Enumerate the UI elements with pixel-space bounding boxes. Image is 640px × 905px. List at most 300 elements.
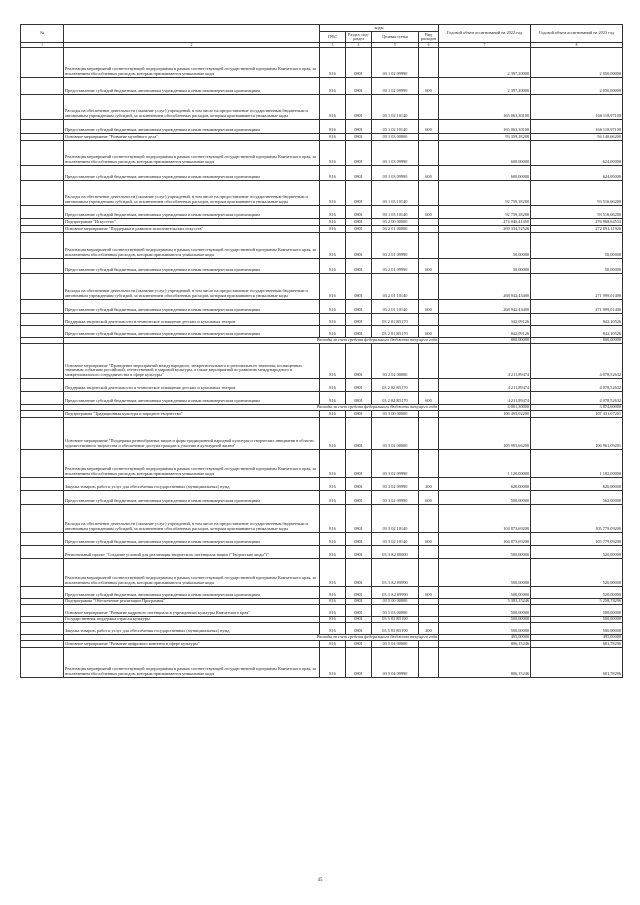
cell-2023: 520,00000: [531, 546, 623, 559]
cell-type: [419, 219, 439, 226]
cell-article: 03 5 03 R5190: [372, 623, 419, 635]
cell-num: [21, 505, 64, 533]
cell-grbs: 816: [320, 533, 346, 546]
cell-2023: 4 078,52632: [531, 379, 623, 392]
cell-type: [419, 141, 439, 166]
cell-grbs: 816: [320, 418, 346, 450]
header-grbs: ГРБС: [320, 32, 346, 43]
cell-name: Расходы за счет средств федерального бюджета текущего года: [64, 338, 439, 344]
cell-grbs: 816: [320, 587, 346, 599]
cell-section: 0801: [346, 546, 372, 559]
table-row: [21, 78, 623, 95]
header-2023: Годовой объем ассигнований на 2023 год: [531, 25, 623, 43]
cell-name: Предоставление субсидий бюджетным, автономным учреждениям и иным некоммерческим организациям: [64, 326, 320, 338]
cell-article: 03 2 01 09990: [372, 259, 419, 274]
cell-section: 0801: [346, 478, 372, 491]
cell-2022: 1 120,00000: [439, 450, 531, 478]
cell-grbs: 816: [320, 95, 346, 120]
cell-grbs: 816: [320, 617, 346, 623]
cell-section: 0801: [346, 533, 372, 546]
cell-type: [419, 411, 439, 418]
table-row: [21, 233, 623, 259]
cell-type: [419, 505, 439, 533]
cell-section: 0801: [346, 233, 372, 259]
cell-name: Предоставление субсидий бюджетным, автономным учреждениям и иным некоммерческим организациям: [64, 120, 320, 134]
cell-2023: 105 779,09200: [531, 505, 623, 533]
cell-grbs: 816: [320, 219, 346, 226]
cell-name: Предоставление субсидий бюджетным, автономным учреждениям и иным некоммерческим организациям: [64, 166, 320, 181]
cell-article: 03 3 A2 09990: [372, 587, 419, 599]
table-row: [21, 533, 623, 546]
cell-name: Основное мероприятие "Развитие цифрового контента в сфере культуры": [64, 641, 320, 648]
cell-type: [419, 641, 439, 648]
table-body: [21, 48, 623, 678]
cell-num: [21, 344, 64, 379]
cell-name: Предоставление субсидий бюджетным, автономным учреждениям и иным некоммерческим организациям: [64, 587, 320, 599]
cell-article: 03 5 04 00000: [372, 641, 419, 648]
table-row: [21, 206, 623, 219]
cell-2022: 104 873,69200: [439, 505, 531, 533]
header-number: 3: [320, 43, 346, 48]
cell-num: [21, 533, 64, 546]
cell-2023: 520,00000: [531, 559, 623, 587]
cell-grbs: 816: [320, 134, 346, 141]
cell-2022: 500,00000: [439, 491, 531, 505]
cell-section: 0801: [346, 226, 372, 233]
cell-2022: 842,09126: [439, 326, 531, 338]
table-row: [21, 226, 623, 233]
table-row: [21, 505, 623, 533]
cell-article: 03 2 02 R5170: [372, 392, 419, 405]
cell-num: [21, 314, 64, 326]
cell-section: 0801: [346, 326, 372, 338]
table-row: [21, 559, 623, 587]
cell-2023: 166 118,97100: [531, 120, 623, 134]
cell-2023: 842,10526: [531, 326, 623, 338]
cell-section: 0801: [346, 605, 372, 617]
cell-article: 03 2 01 R5170: [372, 314, 419, 326]
cell-num: [21, 206, 64, 219]
cell-2023: 4 078,52632: [531, 392, 623, 405]
table-header: [21, 25, 623, 48]
cell-article: 03 5 04 09990: [372, 648, 419, 678]
table-row: [21, 491, 623, 505]
cell-2022: 105 993,66200: [439, 418, 531, 450]
cell-article: 03 3 A2 09990: [372, 559, 419, 587]
cell-2022: 4 001,30000: [439, 405, 531, 411]
cell-section: 0801: [346, 418, 372, 450]
cell-grbs: 816: [320, 141, 346, 166]
cell-type: [419, 605, 439, 617]
cell-article: 03 3 02 10140: [372, 533, 419, 546]
header-number: 2: [64, 43, 320, 48]
table-row: [21, 623, 623, 635]
cell-2022: 600,00000: [439, 141, 531, 166]
header-number: 7: [439, 43, 531, 48]
cell-num: [21, 478, 64, 491]
cell-name: Реализация мероприятий соответствующей подпрограммы в рамках соответствующей государственной программы Камчатского края, за исключением обособленных расходов, которым присваиваются уникальные коды: [64, 48, 320, 78]
cell-grbs: 816: [320, 344, 346, 379]
cell-grbs: 816: [320, 166, 346, 181]
cell-grbs: 816: [320, 206, 346, 219]
cell-2023: 495,00000: [531, 635, 623, 641]
cell-2022: 106 493,02200: [439, 411, 531, 418]
cell-2022: 495,00000: [439, 635, 531, 641]
cell-article: 03 2 01 R5170: [372, 326, 419, 338]
cell-num: [21, 648, 64, 678]
header-name: [64, 25, 320, 43]
cell-name: Поддержка творческой деятельности и техническое оснащение детских и кукольных театров: [64, 379, 320, 392]
budget-table: [20, 24, 623, 678]
cell-2023: 800,00000: [531, 338, 623, 344]
cell-num: [21, 274, 64, 300]
cell-2022: 92 759,18200: [439, 206, 531, 219]
cell-2022: 165 063,30100: [439, 120, 531, 134]
cell-article: 03 3 02 00000: [372, 418, 419, 450]
cell-section: 0801: [346, 206, 372, 219]
table-row: [21, 418, 623, 450]
cell-num: [21, 418, 64, 450]
cell-2022: 500,00000: [439, 623, 531, 635]
cell-section: 0801: [346, 274, 372, 300]
cell-name: Основное мероприятие "Проведение мероприятий международного, межрегионального и регионального значения, посвященных значимым событиям российской, отечественной и мировой культуры, а также мероприятий по развитию международного и межрегионального сотрудничества в сфере культуры": [64, 344, 320, 379]
cell-section: 0801: [346, 599, 372, 605]
cell-article: 03 3 02 09990: [372, 491, 419, 505]
cell-type: [419, 95, 439, 120]
cell-num: [21, 587, 64, 599]
cell-2023: 842,10526: [531, 314, 623, 326]
cell-name: Предоставление субсидий бюджетным, автономным учреждениям и иным некоммерческим организациям: [64, 259, 320, 274]
cell-type: [419, 559, 439, 587]
cell-article: 03 5 03 00000: [372, 605, 419, 617]
cell-num: [21, 559, 64, 587]
table-row: [21, 95, 623, 120]
cell-type: [419, 450, 439, 478]
cell-num: [21, 546, 64, 559]
cell-article: 03 5 03 R5190: [372, 617, 419, 623]
cell-article: 03 1 02 10140: [372, 120, 419, 134]
cell-section: 0801: [346, 450, 372, 478]
cell-article: 03 3 02 10140: [372, 505, 419, 533]
cell-2023: 50,00000: [531, 259, 623, 274]
cell-grbs: 816: [320, 379, 346, 392]
cell-name: Расходы на обеспечение деятельности (оказание услуг) учреждений, в том числе на предоставление государственным бюджетным и автономным учреждениям субсидий, за исключением обособленных расходов, которым присваиваются уникальные коды: [64, 95, 320, 120]
cell-section: 0801: [346, 392, 372, 405]
cell-name: Государственная поддержка отрасли культуры: [64, 617, 320, 623]
cell-article: 03 1 03 09990: [372, 141, 419, 166]
cell-grbs: 816: [320, 326, 346, 338]
table-row: [21, 259, 623, 274]
table-row: [21, 166, 623, 181]
cell-article: 03 3 02 09990: [372, 450, 419, 478]
cell-2022: 2 397,20000: [439, 48, 531, 78]
cell-num: [21, 134, 64, 141]
header-codes: коды: [320, 25, 439, 32]
cell-num: [21, 48, 64, 78]
cell-article: 03 5 00 00000: [372, 599, 419, 605]
cell-article: 03 1 03 09990: [372, 166, 419, 181]
cell-type: 600: [419, 259, 439, 274]
table-row: [21, 411, 623, 418]
cell-num: [21, 411, 64, 418]
cell-2023: 681,78296: [531, 648, 623, 678]
cell-2022: 500,00000: [439, 605, 531, 617]
cell-section: 0801: [346, 134, 372, 141]
cell-2023: 93 516,66200: [531, 181, 623, 206]
table-row: [21, 392, 623, 405]
cell-num: [21, 259, 64, 274]
table-row: [21, 120, 623, 134]
cell-2022: 500,00000: [439, 617, 531, 623]
cell-2023: 2 050,00000: [531, 48, 623, 78]
cell-article: 03 2 02 00000: [372, 344, 419, 379]
cell-name: Предоставление субсидий бюджетным, автономным учреждениям и иным некоммерческим организациям: [64, 300, 320, 314]
cell-type: [419, 226, 439, 233]
cell-type: 200: [419, 478, 439, 491]
cell-section: 0801: [346, 559, 372, 587]
cell-section: 0801: [346, 379, 372, 392]
header-2022: Годовой объем ассигнований на 2022 год: [439, 25, 531, 43]
cell-article: 03 2 00 00000: [372, 219, 419, 226]
cell-2022: 5 383,15246: [439, 599, 531, 605]
table-row: [21, 134, 623, 141]
cell-grbs: 816: [320, 48, 346, 78]
cell-grbs: 816: [320, 559, 346, 587]
cell-2023: 4 078,52632: [531, 344, 623, 379]
cell-grbs: 816: [320, 300, 346, 314]
cell-section: 0801: [346, 78, 372, 95]
cell-grbs: 816: [320, 392, 346, 405]
cell-grbs: 816: [320, 605, 346, 617]
cell-section: 0801: [346, 623, 372, 635]
cell-grbs: 816: [320, 233, 346, 259]
cell-2023: 272 891,11926: [531, 226, 623, 233]
table-row: [21, 546, 623, 559]
cell-name: Предоставление субсидий бюджетным, автономным учреждениям и иным некоммерческим организациям: [64, 533, 320, 546]
cell-grbs: 816: [320, 478, 346, 491]
cell-article: 03 1 03 10140: [372, 181, 419, 206]
table-row: [21, 219, 623, 226]
cell-name: Реализация мероприятий соответствующей подпрограммы в рамках соответствующей государственной программы Камчатского края, за исключением обособленных расходов, которым присваиваются уникальные коды: [64, 233, 320, 259]
table-row: [21, 326, 623, 338]
cell-name: Подпрограмма "Традиционная культура и народное творчество": [64, 411, 320, 418]
cell-name: Реализация мероприятий соответствующей подпрограммы в рамках соответствующей государственной программы Камчатского края, за исключением обособленных расходов, которым присваиваются уникальные коды: [64, 648, 320, 678]
cell-num: [21, 78, 64, 95]
cell-section: 0801: [346, 411, 372, 418]
cell-2023: 620,00000: [531, 478, 623, 491]
cell-type: [419, 418, 439, 450]
cell-name: Подпрограмма "Искусство": [64, 219, 320, 226]
cell-article: 03 1 02 09990: [372, 48, 419, 78]
header-num: №: [21, 25, 64, 43]
table-row: [21, 450, 623, 478]
cell-num: [21, 300, 64, 314]
cell-type: [419, 648, 439, 678]
cell-grbs: 816: [320, 411, 346, 418]
cell-name: Закупка товаров, работ и услуг для обеспечения государственных (муниципальных) нужд: [64, 623, 320, 635]
cell-name: Расходы за счет средств федерального бюджета текущего года: [64, 635, 439, 641]
cell-2023: 681,78296: [531, 641, 623, 648]
cell-2023: 166 118,97100: [531, 95, 623, 120]
cell-grbs: 816: [320, 505, 346, 533]
cell-type: 600: [419, 326, 439, 338]
cell-2022: 165 063,30100: [439, 95, 531, 120]
cell-type: 600: [419, 392, 439, 405]
cell-num: [21, 233, 64, 259]
cell-type: [419, 546, 439, 559]
cell-2022: 92 759,18200: [439, 181, 531, 206]
cell-grbs: 816: [320, 314, 346, 326]
cell-article: 03 2 01 10140: [372, 274, 419, 300]
cell-num: [21, 181, 64, 206]
cell-type: [419, 379, 439, 392]
cell-2022: 274 046,41450: [439, 219, 531, 226]
cell-name: Расходы на обеспечение деятельности (оказание услуг) учреждений, в том числе на предоставление государственным бюджетным и автономным учреждениям субсидий, за исключением обособленных расходов, которым присваиваются уникальные коды: [64, 505, 320, 533]
cell-2022: 500,00000: [439, 546, 531, 559]
cell-name: Реализация мероприятий соответствующей подпрограммы в рамках соответствующей государственной программы Камчатского края, за исключением обособленных расходов, которым присваиваются уникальные коды: [64, 141, 320, 166]
cell-2023: 500,00000: [531, 623, 623, 635]
cell-grbs: 816: [320, 120, 346, 134]
table-row: [21, 314, 623, 326]
cell-article: 03 3 00 00000: [372, 411, 419, 418]
cell-name: Предоставление субсидий бюджетным, автономным учреждениям и иным некоммерческим организациям: [64, 78, 320, 95]
cell-2023: 271 999,01400: [531, 274, 623, 300]
header-number: 4: [346, 43, 372, 48]
cell-type: [419, 134, 439, 141]
table-row: [21, 648, 623, 678]
cell-name: Основное мероприятие "Поддержка и развитие исполнительских искусств": [64, 226, 320, 233]
table-row: [21, 641, 623, 648]
cell-article: 03 2 01 09990: [372, 233, 419, 259]
cell-2023: 3 874,60000: [531, 405, 623, 411]
cell-section: 0801: [346, 120, 372, 134]
cell-name: Региональный проект "Создание условий для реализации творческого потенциала нации ("Творческие люди")": [64, 546, 320, 559]
cell-2022: 50,00000: [439, 259, 531, 274]
cell-grbs: 816: [320, 491, 346, 505]
cell-2023: 624,00000: [531, 166, 623, 181]
cell-section: 0801: [346, 166, 372, 181]
cell-2022: 342,09126: [439, 314, 531, 326]
cell-type: 600: [419, 78, 439, 95]
cell-2022: 620,00000: [439, 478, 531, 491]
cell-2022: 269 334,52526: [439, 226, 531, 233]
cell-num: [21, 623, 64, 635]
cell-section: 0801: [346, 48, 372, 78]
cell-type: [419, 344, 439, 379]
cell-2023: 93 516,66200: [531, 206, 623, 219]
cell-article: 03 3 A2 00000: [372, 546, 419, 559]
table-row: [21, 605, 623, 617]
cell-2023: 105 779,09200: [531, 533, 623, 546]
cell-type: [419, 181, 439, 206]
header-type: Вид расходов: [419, 32, 439, 43]
cell-article: 03 1 02 10140: [372, 95, 419, 120]
cell-grbs: 816: [320, 623, 346, 635]
cell-section: 0801: [346, 141, 372, 166]
cell-2023: 562,00000: [531, 491, 623, 505]
cell-num: [21, 392, 64, 405]
table-row: [21, 587, 623, 599]
cell-type: [419, 274, 439, 300]
cell-name: Закупка товаров, работ и услуг для обеспечения государственных (муниципальных) нужд: [64, 478, 320, 491]
table-row: [21, 141, 623, 166]
cell-2022: 500,00000: [439, 559, 531, 587]
cell-num: [21, 226, 64, 233]
cell-2023: 520,00000: [531, 587, 623, 599]
cell-type: 600: [419, 206, 439, 219]
cell-section: 0801: [346, 259, 372, 274]
cell-2022: 50,00000: [439, 233, 531, 259]
cell-type: [419, 48, 439, 78]
cell-name: Предоставление субсидий бюджетным, автономным учреждениям и иным некоммерческим организациям: [64, 392, 320, 405]
cell-section: 0801: [346, 641, 372, 648]
header-number: 1: [21, 43, 64, 48]
cell-type: 600: [419, 166, 439, 181]
cell-2022: 2 397,20000: [439, 78, 531, 95]
cell-name: Реализация мероприятий соответствующей подпрограммы в рамках соответствующей государственной программы Камчатского края, за исключением обособленных расходов, которым присваиваются уникальные коды: [64, 559, 320, 587]
cell-type: 200: [419, 623, 439, 635]
cell-grbs: 816: [320, 648, 346, 678]
cell-section: 0801: [346, 617, 372, 623]
header-number: 6: [419, 43, 439, 48]
cell-grbs: 816: [320, 226, 346, 233]
cell-grbs: 816: [320, 274, 346, 300]
cell-num: [21, 379, 64, 392]
cell-section: 0801: [346, 219, 372, 226]
table-row: [21, 300, 623, 314]
cell-2022: 806,15246: [439, 648, 531, 678]
cell-name: Предоставление субсидий бюджетным, автономным учреждениям и иным некоммерческим организациям: [64, 206, 320, 219]
cell-type: 600: [419, 491, 439, 505]
cell-section: 0801: [346, 344, 372, 379]
cell-name: Расходы на обеспечение деятельности (оказание услуг) учреждений, в том числе на предоставление государственным бюджетным и автономным учреждениям субсидий, за исключением обособленных расходов, которым присваиваются уникальные коды: [64, 274, 320, 300]
cell-num: [21, 141, 64, 166]
header-number: 8: [531, 43, 623, 48]
cell-2022: 600,00000: [439, 166, 531, 181]
cell-article: 03 2 01 10140: [372, 300, 419, 314]
cell-section: 0801: [346, 314, 372, 326]
header-article: Целевая статья: [372, 32, 419, 43]
cell-grbs: 816: [320, 450, 346, 478]
header-section: Раздел, под-раздел: [346, 32, 372, 43]
cell-num: [21, 491, 64, 505]
cell-grbs: 816: [320, 599, 346, 605]
cell-2022: 806,15246: [439, 641, 531, 648]
table-row: [21, 181, 623, 206]
cell-section: 0801: [346, 95, 372, 120]
cell-2023: 1 182,00000: [531, 450, 623, 478]
cell-type: [419, 314, 439, 326]
page-number: 45: [317, 878, 323, 883]
cell-name: Поддержка творческой деятельности и техническое оснащение детских и кукольных театров: [64, 314, 320, 326]
cell-2022: 4 211,89474: [439, 344, 531, 379]
cell-2022: 500,00000: [439, 587, 531, 599]
cell-article: 03 3 02 09990: [372, 478, 419, 491]
table-row: [21, 379, 623, 392]
cell-article: 03 1 03 10140: [372, 206, 419, 219]
cell-2023: 500,00000: [531, 605, 623, 617]
cell-article: 03 2 02 R5170: [372, 379, 419, 392]
cell-2023: 624,00000: [531, 141, 623, 166]
cell-grbs: 816: [320, 181, 346, 206]
cell-2023: 5 258,78296: [531, 599, 623, 605]
cell-name: Реализация мероприятий соответствующей подпрограммы в рамках соответствующей государственной программы Камчатского края, за исключением обособленных расходов, которым присваиваются уникальные коды: [64, 450, 320, 478]
cell-2023: 2 050,00000: [531, 78, 623, 95]
cell-name: Основное мероприятие "Развитие музейного дела": [64, 134, 320, 141]
cell-name: Расходы на обеспечение деятельности (оказание услуг) учреждений, в том числе на предоставление государственным бюджетным и автономным учреждениям субсидий, за исключением обособленных расходов, которым присваиваются уникальные коды: [64, 181, 320, 206]
cell-type: 600: [419, 120, 439, 134]
cell-num: [21, 605, 64, 617]
